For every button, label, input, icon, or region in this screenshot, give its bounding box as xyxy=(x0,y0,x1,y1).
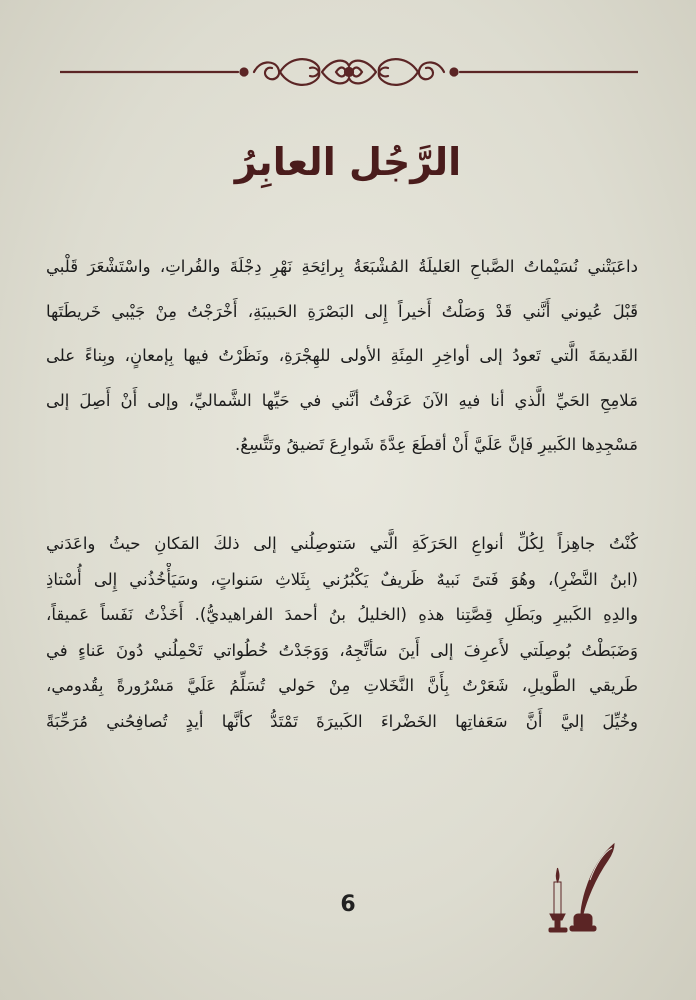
page-number: 6 xyxy=(340,892,356,917)
chapter-title: الرَّجُل العابِرُ xyxy=(234,140,462,184)
paragraph-1 xyxy=(46,250,638,473)
paragraph-1-line: مَلامِحِ الحَيِّ الَّذي أنا فيهِ الآنَ عَرَفْتُ أنَّني في حَيِّها الشَّماليِّ، وإلى أَنْ أَصِلَ إلى xyxy=(46,390,638,410)
paragraph-2-line: كُنْتُ جاهِزاً لِكُلِّ أنواعِ الحَرَكَةِ الَّتي سَتوصِلُني إلى ذلكَ المَكانِ حيثُ واعَدَني xyxy=(46,534,638,553)
paragraph-1-line: قَبْلَ عُيوني أَنَّني قَدْ وَصَلْتُ أَخيراً إِلى البَصْرَةِ الحَبيبَةِ، أَخْرَجْتُ مِنْ جَيْبي خَريطَتَها xyxy=(46,301,638,321)
paragraph-2-line: والدِهِ الكَبيرِ وبَطَلِ قِصَّتِنا هذهِ (الخليلُ بنُ أحمدَ الفراهيديُّ). أَخَذْتُ نَفَساً عَميقاً، xyxy=(46,605,638,624)
paragraph-2-line: طَريقي الطَّويلِ، شَعَرْتُ بِأَنَّ النَّخَلاتِ مِنْ حَولي تُسَلِّمُ عَلَيَّ مَسْرُورةً بِقُدومي، xyxy=(46,676,638,695)
quill-inkwell-candle-icon xyxy=(548,842,618,934)
paragraph-2-line: (ابنُ النَّضْرِ)، وهُوَ فَتىً نَبيهٌ ظَريفٌ يَكْبُرُني بِثَلاثِ سَنواتٍ، وسَيَأْخُذُني إِلى أُسْتاذِ xyxy=(46,569,638,589)
paragraph-2 xyxy=(46,527,638,740)
paragraph-2-line: وَضَبَطْتُ بُوصِلَتي لأَعرِفَ إلى أَينَ سَأتَّجِهُ، وَوَجَدْتُ خُطُواتي تَحْمِلُني دُونَ عَناءٍ في xyxy=(46,640,638,660)
paragraph-1-line: مَسْجِدِها الكَبيرِ فَإنَّ عَلَيَّ أَنْ أقطَعَ عِدَّةَ شَوارِعَ تَضيقُ وتَتَّسِعُ. xyxy=(235,435,638,454)
paragraph-1-line: داعَبَتْني نُسَيْماتُ الصَّباحِ العَليلَةُ المُشْبَعَةُ بِرائِحَةِ نَهْرِ دِجْلَةَ والفُراتِ، واسْتَشْعَرَ قَلْبي xyxy=(46,257,638,276)
paragraph-2-line: وخُيِّلَ إليَّ أَنَّ سَعَفاتِها الخَضْراءَ الكَبيرَةَ تَمْتَدُّ كأنَّها أيدٍ تُصافِحُني مُرَحِّبَةً xyxy=(46,711,638,731)
paragraph-1-line: القَديمَةَ الَّتي تَعودُ إلى أواخِرِ المِئَةِ الأولى للهِجْرَةِ، ونَظَرْتُ فيها بِإمعانٍ، وبِناءً على xyxy=(46,346,638,365)
title-ornament-divider xyxy=(60,52,638,92)
